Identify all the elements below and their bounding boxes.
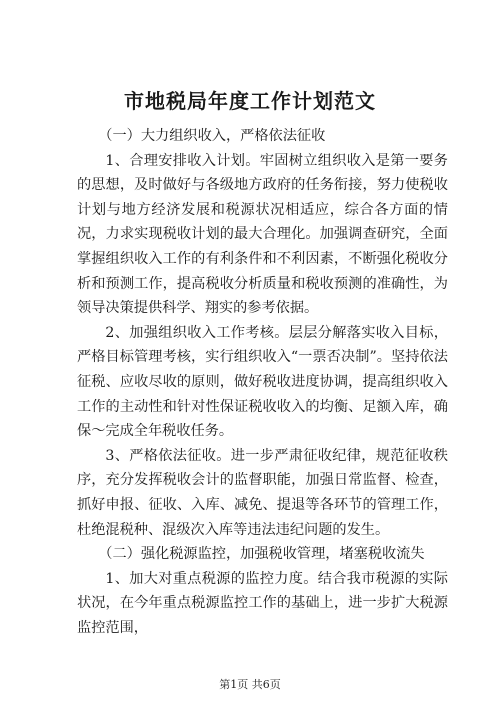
paragraph: 2、加强组织收入工作考核。层层分解落实收入目标，严格目标管理考核，实行组织收入“一票否决制”。坚持依法征税、应收尽收的原则，做好税收进度协调，提高组织收入工作的主动性和针对性保证税收收入的均衡、足额入库，确保～完成全年税收任务。 <box>77 324 448 440</box>
section-heading: （一）大力组织收入，严格依法征收 <box>98 128 326 144</box>
document-body <box>77 124 448 640</box>
paragraph: 1、合理安排收入计划。牢固树立组织收入是第一要务的思想，及时做好与各级地方政府的任务衔接，努力使税收计划与地方经济发展和税源状况相适应，综合各方面的情况，力求实现税收计划的最大合理化。加强调查研究，全面掌握组织收入工作的有利条件和不利因素，不断强化税收分析和预测工作，提高税收分析质量和税收预测的准确性，为领导决策提供科学、翔实的参考依据。 <box>77 152 448 317</box>
document-title: 市地税局年度工作计划范文 <box>124 89 376 113</box>
section-heading: （二）强化税源监控，加强税收管理，堵塞税收流失 <box>98 546 425 563</box>
paragraph: 3、严格依法征收。进一步严肃征收纪律，规范征收秩序，充分发挥税收会计的监督职能，加强日常监督、检查，抓好申报、征收、入库、减免、提退等各环节的管理工作，杜绝混税种、混级次入库等违法违纪问题的发生。 <box>77 447 448 538</box>
paragraph: 1、加大对重点税源的监控力度。结合我市税源的实际状况，在今年重点税源监控工作的基础上，进一步扩大税源监控范围， <box>77 570 448 636</box>
page-footer: 第1页 共6页 <box>219 678 281 691</box>
